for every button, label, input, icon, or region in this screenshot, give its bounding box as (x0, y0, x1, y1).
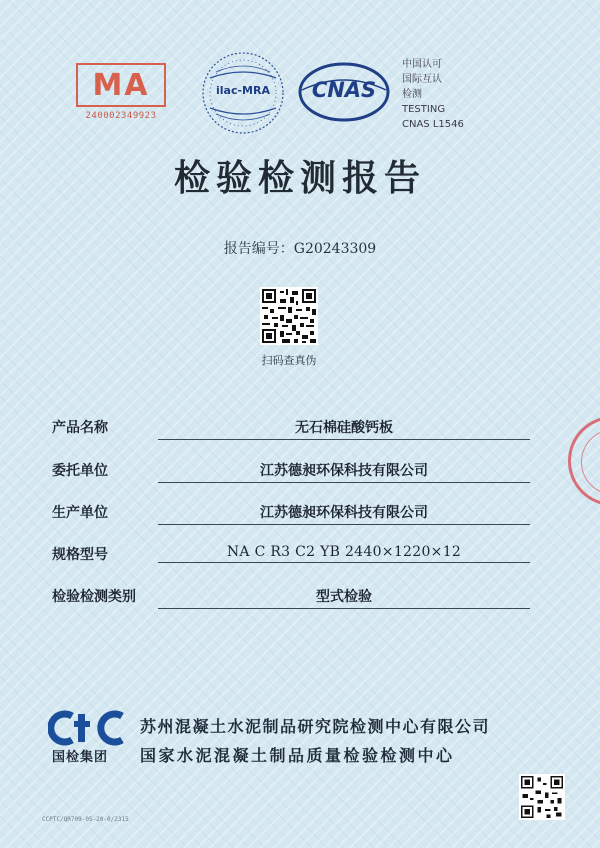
ma-code: 240002349923 (85, 111, 157, 121)
cnas-line: 检测 (402, 89, 422, 100)
cnas-line: 国际互认 (402, 74, 442, 85)
qr-code-icon[interactable] (260, 287, 318, 345)
organization-name-line1: 苏州混凝土水泥制品研究院检测中心有限公司 (140, 717, 491, 736)
ctc-logo-icon (48, 710, 130, 746)
field-value-product-name: 无石棉硅酸钙板 (158, 417, 530, 440)
cnas-mark-text: CNAS (311, 78, 377, 102)
field-label-product-name: 产品名称 (52, 420, 108, 436)
red-seal-inner-ring (581, 429, 600, 495)
cnas-line: 中国认可 (402, 59, 442, 70)
footer-qr-code-icon[interactable] (519, 774, 565, 820)
field-value-test-category: 型式检验 (158, 586, 530, 609)
ma-mark-icon (76, 63, 166, 107)
field-value-specification: NA C R3 C2 YB 2440×1220×12 (158, 544, 530, 563)
form-code: CCPTC/QR709-05-20-0/2315 (42, 816, 129, 823)
field-value-manufacturer: 江苏德昶环保科技有限公司 (158, 502, 530, 525)
ilac-mra-label: ilac-MRA (216, 84, 270, 97)
cnas-line: TESTING (402, 104, 446, 115)
ctc-group-name: 国检集团 (52, 750, 109, 765)
report-title: 检验检测报告 (173, 157, 426, 199)
field-label-test-category: 检验检测类别 (52, 589, 136, 605)
cnas-accreditation-text (402, 57, 464, 132)
field-label-manufacturer: 生产单位 (52, 505, 108, 521)
organization-name-line2: 国家水泥混凝土制品质量检验检测中心 (140, 746, 455, 765)
report-number: 报告编号：G20243309 (223, 241, 377, 257)
field-value-client: 江苏德昶环保科技有限公司 (158, 460, 530, 483)
cnas-line: CNAS L1546 (402, 119, 464, 130)
field-label-client: 委托单位 (52, 463, 108, 479)
red-seal-icon (568, 416, 600, 506)
field-label-specification: 规格型号 (52, 547, 108, 563)
qr-caption: 扫码查真伪 (261, 354, 317, 367)
ma-mark-text: MA (92, 67, 150, 103)
